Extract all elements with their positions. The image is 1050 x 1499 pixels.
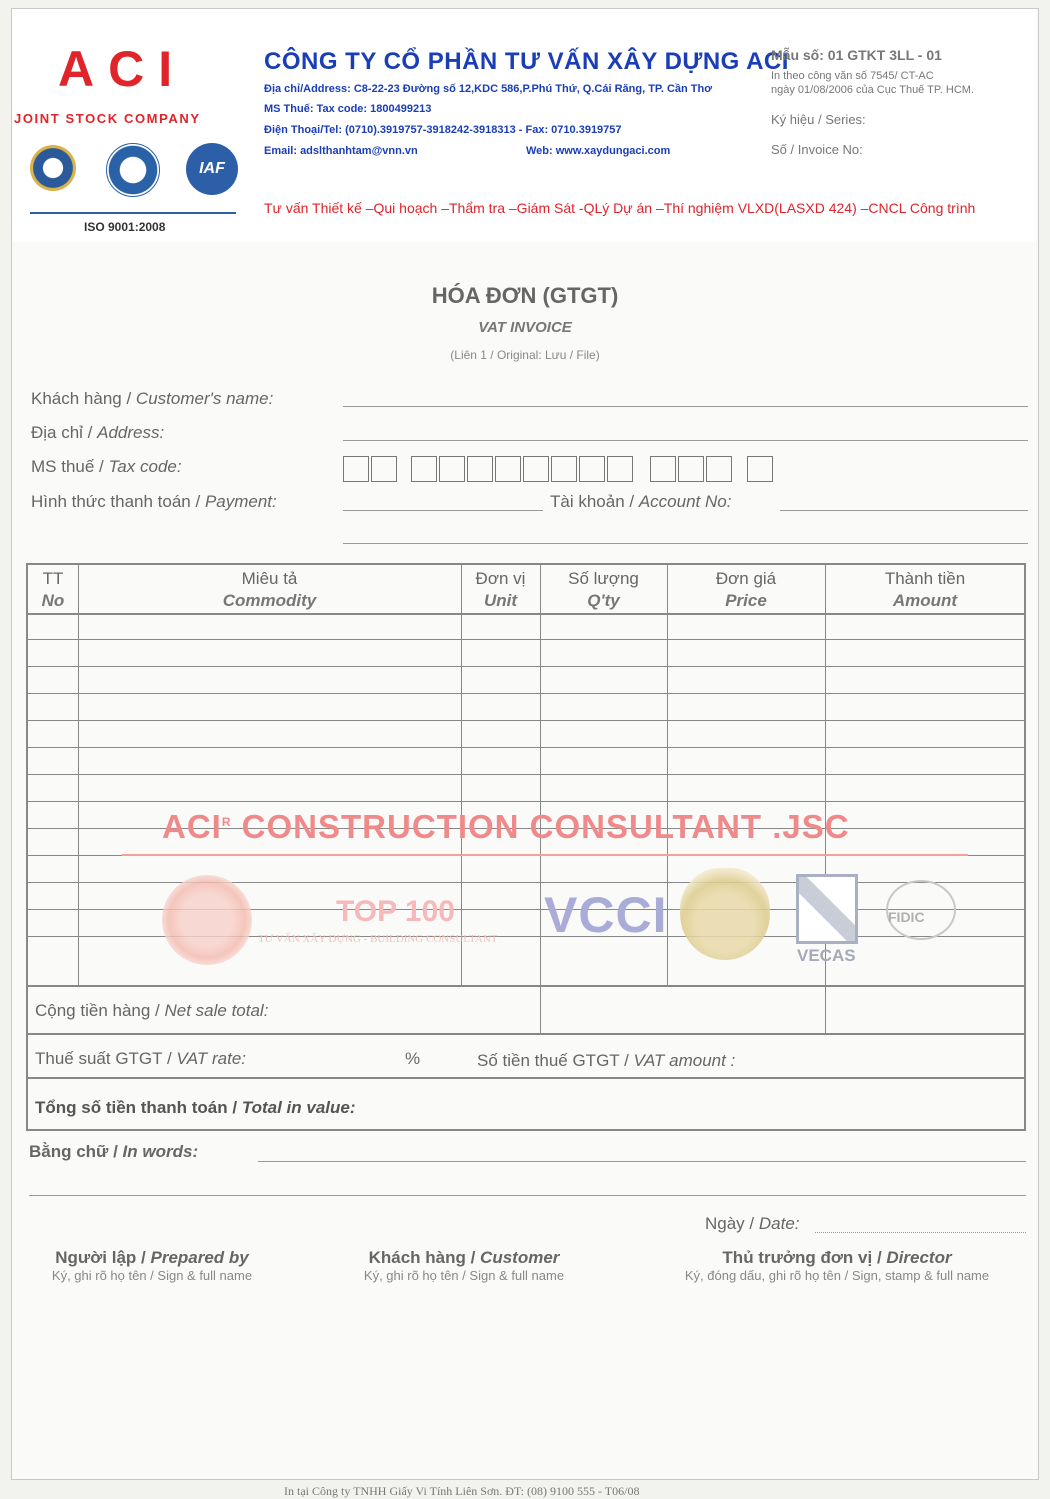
seal-icon bbox=[162, 875, 252, 965]
address-line[interactable] bbox=[343, 440, 1028, 441]
date-label: Ngày / Date: bbox=[705, 1214, 800, 1233]
col-divider bbox=[540, 563, 541, 1033]
tax-digit-box[interactable] bbox=[607, 456, 633, 482]
vcci-logo: VCCI bbox=[544, 887, 668, 943]
certification-badge-icon bbox=[30, 145, 76, 191]
row-line bbox=[26, 747, 1026, 748]
iso-label: ISO 9001:2008 bbox=[84, 220, 166, 234]
company-web: Web: www.xaydungaci.com bbox=[526, 145, 671, 157]
column-header-amount: Thành tiền Amount bbox=[884, 569, 966, 610]
reference-line-2: ngày 01/08/2006 của Cục Thuế TP. HCM. bbox=[771, 84, 975, 96]
top100-subtitle: TƯ VẤN XÂY DỰNG - BUILDING CONSULTANT bbox=[258, 933, 498, 945]
tax-digit-box[interactable] bbox=[678, 456, 704, 482]
table-border-bottom bbox=[26, 1129, 1026, 1131]
row-line bbox=[26, 882, 1026, 883]
invoice-subtitle: VAT INVOICE bbox=[478, 319, 572, 336]
row-line bbox=[26, 720, 1026, 721]
row-line bbox=[26, 693, 1026, 694]
column-header-no: TT No bbox=[41, 569, 65, 610]
vat-amount-label: Số tiền thuế GTGT / VAT amount : bbox=[477, 1051, 736, 1070]
payment-line[interactable] bbox=[343, 510, 543, 511]
payment-label: Hình thức thanh toán / Payment: bbox=[31, 492, 277, 511]
fidic-label: FIDIC bbox=[888, 909, 925, 925]
reference-line-1: In theo công văn số 7545/ CT-AC bbox=[771, 70, 934, 82]
watermark-underline bbox=[122, 854, 968, 856]
row-line bbox=[26, 801, 1026, 802]
vat-percent-sign: % bbox=[405, 1049, 421, 1068]
vecas-label: VECAS bbox=[797, 946, 856, 965]
tax-digit-box[interactable] bbox=[467, 456, 493, 482]
watermark-text: $ACI^R$ CONSTRUCTION CONSULTANT .JSC bbox=[162, 808, 850, 845]
logo-divider bbox=[30, 212, 236, 214]
tax-digit-box[interactable] bbox=[371, 456, 397, 482]
row-line bbox=[26, 774, 1026, 775]
tax-digit-box[interactable] bbox=[439, 456, 465, 482]
row-line bbox=[26, 1033, 1026, 1035]
form-number: Mẫu số: 01 GTKT 3LL - 01 bbox=[771, 47, 942, 63]
company-phone-fax: Điện Thoại/Tel: (0710).3919757-3918242-3918313 - Fax: 0710.3919757 bbox=[264, 124, 622, 136]
tax-digit-box[interactable] bbox=[650, 456, 676, 482]
tax-digit-box[interactable] bbox=[343, 456, 369, 482]
tax-digit-box[interactable] bbox=[495, 456, 521, 482]
row-line bbox=[26, 639, 1026, 640]
tax-digit-box[interactable] bbox=[523, 456, 549, 482]
tax-digit-box[interactable] bbox=[551, 456, 577, 482]
table-border-top bbox=[26, 563, 1026, 565]
tax-code-label: MS thuế / Tax code: bbox=[31, 457, 182, 476]
customer-name-line[interactable] bbox=[343, 406, 1028, 407]
services-line: Tư vấn Thiết kế –Qui hoạch –Thẩm tra –Giám Sát -QLý Dự án –Thí nghiệm VLXD(LASXD 424) –CNCL Công trình bbox=[264, 200, 976, 216]
vecas-logo-icon bbox=[796, 874, 858, 944]
invoice-title: HÓA ĐƠN (GTGT) bbox=[431, 283, 619, 308]
logo-subtitle: JOINT STOCK COMPANY bbox=[14, 111, 201, 126]
tax-digit-box[interactable] bbox=[747, 456, 773, 482]
column-header-unit: Đơn vị Unit bbox=[475, 569, 526, 610]
tax-digit-box[interactable] bbox=[706, 456, 732, 482]
account-line-2[interactable] bbox=[343, 543, 1028, 544]
printer-info: In tại Công ty TNHH Giấy Vi Tính Liên Sơn. ĐT: (08) 9100 555 - T06/08 bbox=[284, 1484, 640, 1498]
row-line bbox=[26, 985, 1026, 987]
column-header-commodity: Miêu tả Commodity bbox=[222, 569, 317, 610]
tax-digit-box[interactable] bbox=[579, 456, 605, 482]
table-border-right bbox=[1024, 563, 1026, 1131]
director-signature-block: Thủ trưởng đơn vị / Director Ký, đóng dấu, ghi rõ họ tên / Sign, stamp & full name bbox=[684, 1248, 990, 1283]
company-name: CÔNG TY CỔ PHẦN TƯ VẤN XÂY DỰNG ACI bbox=[264, 48, 789, 75]
account-line[interactable] bbox=[780, 510, 1028, 511]
top100-logo: TOP 100 bbox=[336, 895, 455, 928]
in-words-line[interactable] bbox=[258, 1161, 1026, 1162]
prepared-by-block: Người lập / Prepared by Ký, ghi rõ họ tên / Sign & full name bbox=[51, 1248, 253, 1283]
company-tax-code: MS Thuế: Tax code: 1800499213 bbox=[264, 103, 432, 115]
company-address: Địa chỉ/Address: C8-22-23 Đường số 12,KDC 586,P.Phú Thứ, Q.Cái Răng, TP. Cần Thơ bbox=[264, 83, 713, 95]
customer-signature-block: Khách hàng / Customer Ký, ghi rõ họ tên / Sign & full name bbox=[363, 1248, 565, 1283]
customer-name-label: Khách hàng / Customer's name: bbox=[31, 389, 274, 408]
invoice-number-label: Số / Invoice No: bbox=[771, 142, 863, 157]
total-value-label: Tổng số tiền thanh toán / Total in value: bbox=[35, 1098, 356, 1117]
invoice-copy-label: (Liên 1 / Original: Lưu / File) bbox=[450, 348, 600, 362]
table-border-left bbox=[26, 563, 28, 1131]
in-words-line-2[interactable] bbox=[29, 1195, 1026, 1196]
company-email: Email: adslthanhtam@vnn.vn bbox=[264, 145, 418, 157]
account-label: Tài khoản / Account No: bbox=[550, 492, 732, 511]
vat-rate-label: Thuế suất GTGT / VAT rate: bbox=[35, 1049, 247, 1068]
emblem-icon bbox=[680, 868, 770, 960]
company-logo: ACI bbox=[58, 41, 187, 97]
net-total-label: Cộng tiền hàng / Net sale total: bbox=[35, 1001, 269, 1020]
in-words-label: Bằng chữ / In words: bbox=[29, 1142, 199, 1161]
row-line bbox=[26, 666, 1026, 667]
address-label: Địa chỉ / Address: bbox=[31, 423, 165, 442]
iaf-badge: IAF bbox=[186, 143, 238, 195]
row-line bbox=[26, 1077, 1026, 1079]
tax-digit-box[interactable] bbox=[411, 456, 437, 482]
date-line[interactable] bbox=[815, 1232, 1026, 1233]
column-header-quantity: Số lượng Q'ty bbox=[568, 569, 639, 610]
column-header-price: Đơn giá Price bbox=[715, 569, 777, 610]
series-label: Ký hiệu / Series: bbox=[771, 112, 866, 127]
accreditation-badge-icon bbox=[106, 143, 160, 197]
table-header-separator bbox=[26, 613, 1026, 615]
